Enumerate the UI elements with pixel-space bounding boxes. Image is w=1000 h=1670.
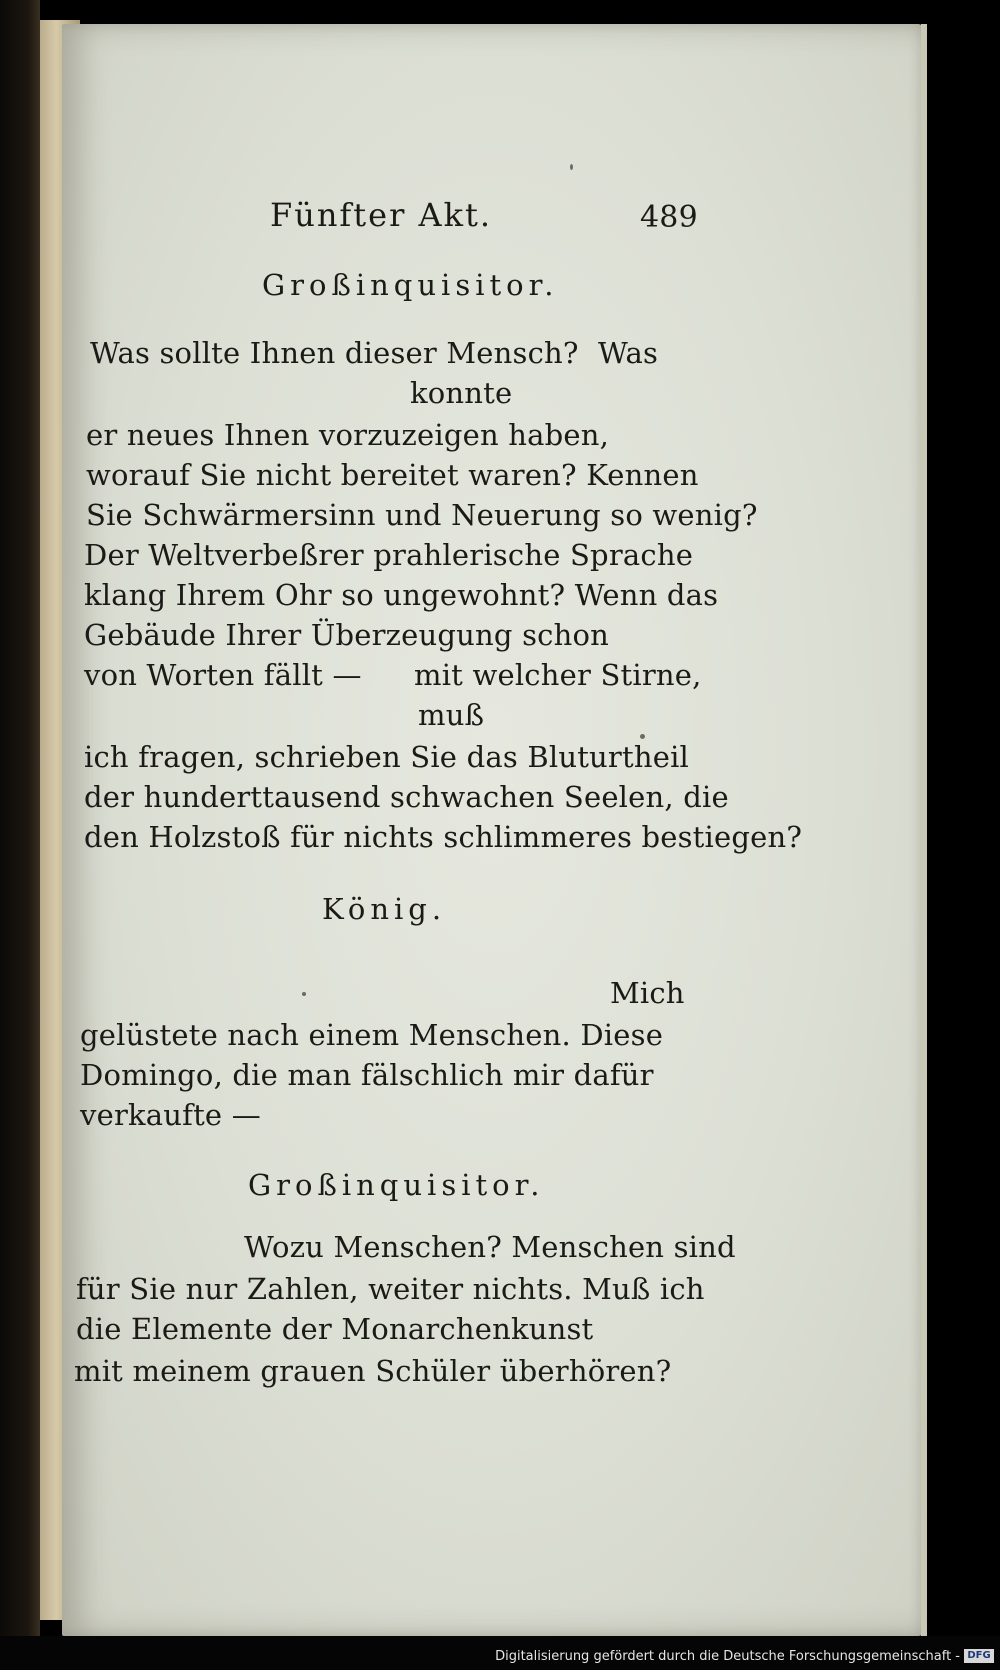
verse-line: mit meinem grauen Schüler überhören? <box>74 1354 672 1388</box>
verse-line: den Holzstoß für nichts schlimmeres bestiegen? <box>84 820 803 854</box>
verse-line: für Sie nur Zahlen, weiter nichts. Muß ich <box>76 1272 705 1306</box>
binding-shadow <box>0 0 40 1670</box>
page-number: 489 <box>640 200 698 235</box>
running-head: Fünfter Akt. <box>270 196 493 234</box>
verse-line: Gebäude Ihrer Überzeugung schon <box>84 618 610 652</box>
speaker-heading: König. <box>322 892 447 926</box>
digitization-credit: Digitalisierung gefördert durch die Deutsche Forschungsgemeinschaft - <box>495 1649 960 1664</box>
verse-line: Der Weltverbeßrer prahlerische Sprache <box>84 538 694 572</box>
dfg-logo: DFG <box>964 1649 994 1663</box>
book-page <box>62 24 924 1636</box>
verse-line: Was sollte Ihnen dieser Mensch? <box>90 336 579 370</box>
verse-line: ich fragen, schrieben Sie das Bluturtheil <box>84 740 690 774</box>
verse-line: gelüstete nach einem Menschen. Diese <box>80 1018 664 1052</box>
speaker-heading: Großinquisitor. <box>248 1168 545 1202</box>
verse-line: die Elemente der Monarchenkunst <box>76 1312 594 1346</box>
verse-line: muß <box>418 698 485 732</box>
verse-line: von Worten fällt — <box>84 658 362 692</box>
verse-line: klang Ihrem Ohr so ungewohnt? Wenn das <box>84 578 719 612</box>
verse-line: Was <box>598 336 659 370</box>
verse-line: der hunderttausend schwachen Seelen, die <box>84 780 729 814</box>
speaker-heading: Großinquisitor. <box>262 268 559 302</box>
verse-line: mit welcher Stirne, <box>414 658 702 692</box>
verse-line: Domingo, die man fälschlich mir dafür <box>80 1058 654 1092</box>
paper-speck <box>302 992 306 996</box>
verse-line: Wozu Menschen? Menschen sind <box>244 1230 736 1264</box>
verse-line: Sie Schwärmersinn und Neuerung so wenig? <box>86 498 758 532</box>
page-edge <box>921 24 927 1636</box>
verse-line: worauf Sie nicht bereitet waren? Kennen <box>86 458 699 492</box>
verse-line: verkaufte — <box>80 1098 261 1132</box>
verse-line: Mich <box>610 976 685 1010</box>
verse-line: konnte <box>410 376 513 410</box>
paper-speck <box>570 164 573 170</box>
paper-speck <box>640 734 645 739</box>
verse-line: er neues Ihnen vorzuzeigen haben, <box>86 418 610 452</box>
